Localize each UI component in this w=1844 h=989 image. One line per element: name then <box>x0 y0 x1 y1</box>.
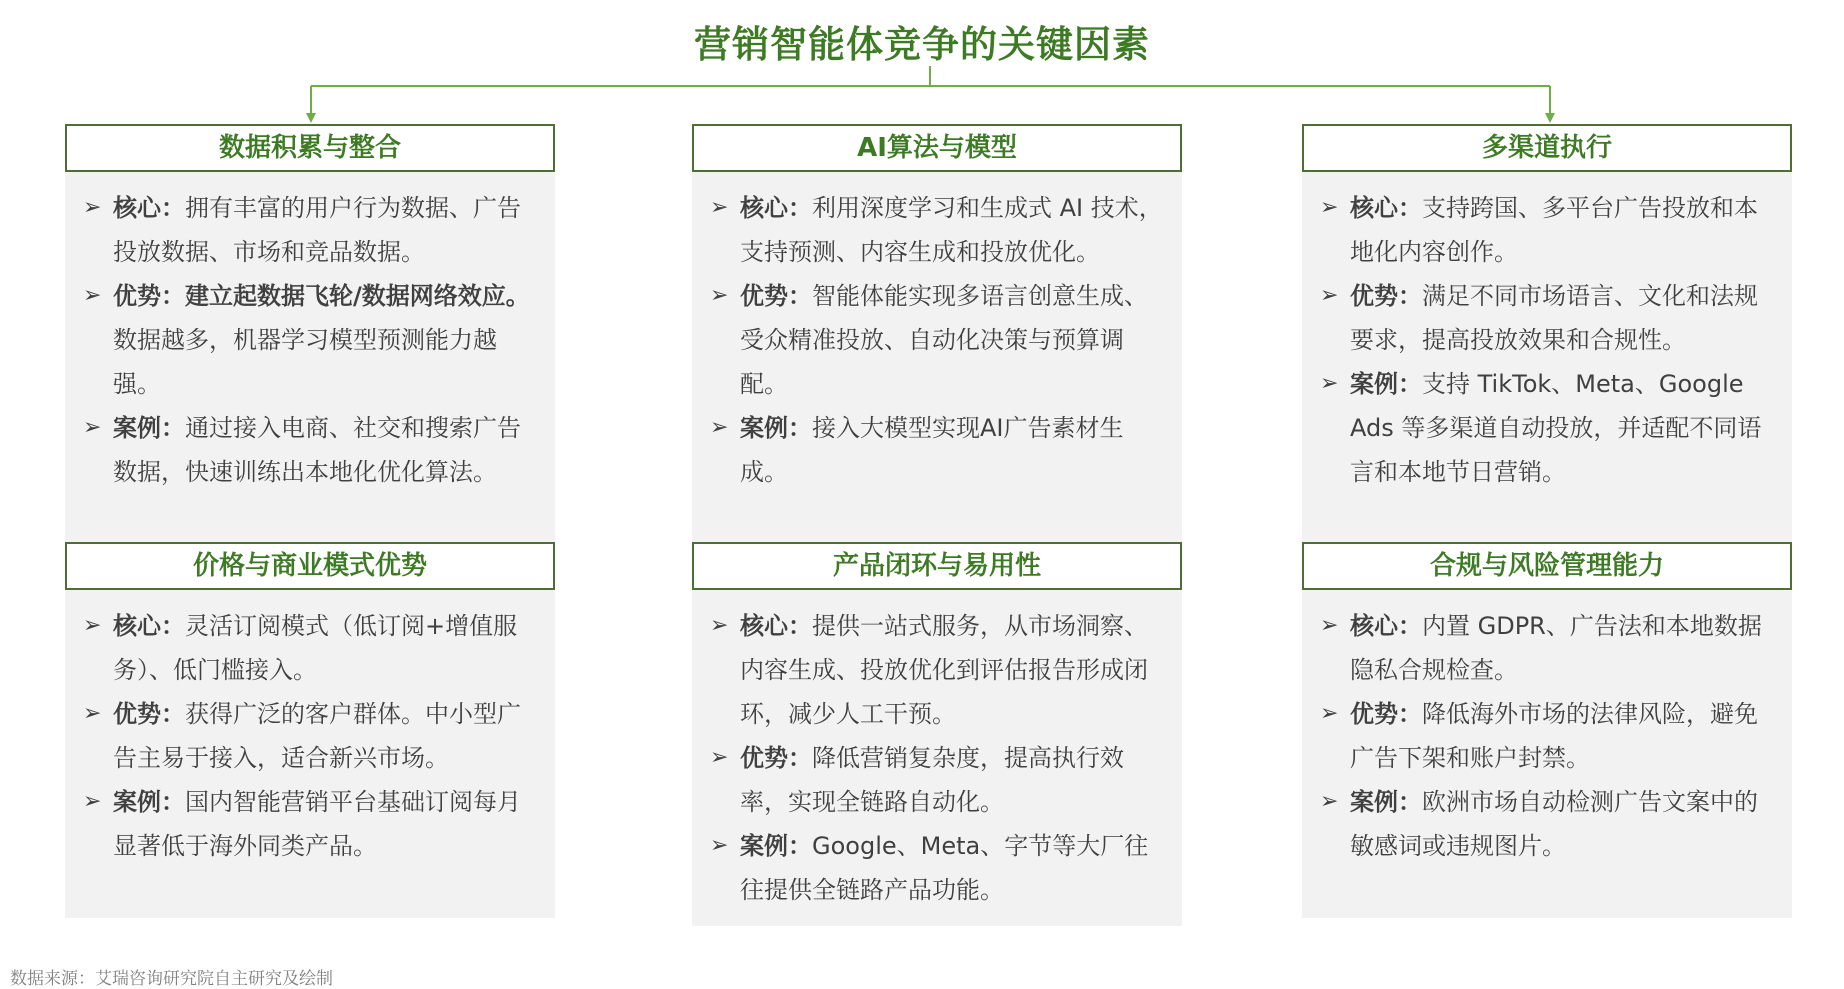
card-pricing-model <box>65 542 555 918</box>
item-text: 案例：国内智能营销平台基础订阅每月显著低于海外同类产品。 <box>113 788 521 860</box>
arrow-bullet-icon: ➢ <box>710 745 729 770</box>
list-item-advantage <box>1320 692 1774 780</box>
item-text: 优势：降低海外市场的法律风险，避免广告下架和账户封禁。 <box>1350 700 1758 772</box>
item-text: 优势：满足不同市场语言、文化和法规要求，提高投放效果和合规性。 <box>1350 282 1758 354</box>
item-text: 优势：降低营销复杂度，提高执行效率，实现全链路自动化。 <box>740 744 1124 816</box>
list-item-core <box>710 604 1164 736</box>
card-multichannel <box>1302 124 1792 550</box>
list-item-case <box>83 406 537 494</box>
item-text: 案例：接入大模型实现AI广告素材生成。 <box>740 414 1124 486</box>
card-title: 价格与商业模式优势 <box>65 542 555 590</box>
item-text: 案例：欧洲市场自动检测广告文案中的敏感词或违规图片。 <box>1350 788 1758 860</box>
card-title: AI算法与模型 <box>692 124 1182 172</box>
arrow-bullet-icon: ➢ <box>83 789 102 814</box>
arrow-bullet-icon: ➢ <box>83 415 102 440</box>
source-note: 数据来源：艾瑞咨询研究院自主研究及绘制 <box>10 969 333 989</box>
item-text: 优势：获得广泛的客户群体。中小型广告主易于接入，适合新兴市场。 <box>113 700 521 772</box>
card-body <box>692 172 1182 546</box>
arrow-bullet-icon: ➢ <box>710 415 729 440</box>
list-item-case <box>710 406 1164 494</box>
arrow-bullet-icon: ➢ <box>710 613 729 638</box>
card-body <box>1302 172 1792 550</box>
arrow-bullet-icon: ➢ <box>1320 789 1339 814</box>
card-body <box>692 590 1182 926</box>
list-item-case <box>1320 780 1774 868</box>
item-text: 核心：灵活订阅模式（低订阅+增值服务）、低门槛接入。 <box>113 612 518 684</box>
item-text: 优势：智能体能实现多语言创意生成、受众精准投放、自动化决策与预算调配。 <box>740 282 1148 398</box>
card-data-integration <box>65 124 555 546</box>
card-body <box>1302 590 1792 918</box>
arrow-bullet-icon: ➢ <box>710 283 729 308</box>
arrow-bullet-icon: ➢ <box>710 195 729 220</box>
list-item-advantage <box>710 274 1164 406</box>
list-item-advantage <box>1320 274 1774 362</box>
page-title: 营销智能体竞争的关键因素 <box>694 23 1150 66</box>
list-item-core <box>710 186 1164 274</box>
arrow-bullet-icon: ➢ <box>83 613 102 638</box>
item-text: 案例：Google、Meta、字节等大厂往往提供全链路产品功能。 <box>740 832 1149 904</box>
arrow-bullet-icon: ➢ <box>1320 613 1339 638</box>
list-item-case <box>710 824 1164 912</box>
arrow-bullet-icon: ➢ <box>83 195 102 220</box>
item-text: 核心：支持跨国、多平台广告投放和本地化内容创作。 <box>1350 194 1758 266</box>
card-ai-models <box>692 124 1182 546</box>
arrow-bullet-icon: ➢ <box>710 833 729 858</box>
arrow-bullet-icon: ➢ <box>1320 195 1339 220</box>
arrow-bullet-icon: ➢ <box>83 701 102 726</box>
arrow-bullet-icon: ➢ <box>83 283 102 308</box>
card-body <box>65 172 555 546</box>
list-item-advantage <box>83 274 537 406</box>
list-item-core <box>83 604 537 692</box>
item-text: 案例：支持 TikTok、Meta、Google Ads 等多渠道自动投放，并适配不同语言和本地节日营销。 <box>1350 370 1762 486</box>
list-item-case <box>83 780 537 868</box>
list-item-advantage <box>710 736 1164 824</box>
card-title: 多渠道执行 <box>1302 124 1792 172</box>
item-text: 核心：提供一站式服务，从市场洞察、内容生成、投放优化到评估报告形成闭环，减少人工干预。 <box>740 612 1148 728</box>
list-item-core <box>1320 604 1774 692</box>
item-text: 案例：通过接入电商、社交和搜索广告数据，快速训练出本地化优化算法。 <box>113 414 521 486</box>
item-text: 优势：建立起数据飞轮/数据网络效应。数据越多，机器学习模型预测能力越强。 <box>113 282 530 398</box>
arrow-bullet-icon: ➢ <box>1320 283 1339 308</box>
card-compliance <box>1302 542 1792 918</box>
list-item-case <box>1320 362 1774 494</box>
list-item-core <box>83 186 537 274</box>
arrow-bullet-icon: ➢ <box>1320 701 1339 726</box>
card-product-loop <box>692 542 1182 926</box>
item-text: 核心：内置 GDPR、广告法和本地数据隐私合规检查。 <box>1350 612 1762 684</box>
item-text: 核心：利用深度学习和生成式 AI 技术，支持预测、内容生成和投放优化。 <box>740 194 1163 266</box>
card-title: 合规与风险管理能力 <box>1302 542 1792 590</box>
list-item-core <box>1320 186 1774 274</box>
arrow-bullet-icon: ➢ <box>1320 371 1339 396</box>
list-item-advantage <box>83 692 537 780</box>
item-text: 核心：拥有丰富的用户行为数据、广告投放数据、市场和竞品数据。 <box>113 194 521 266</box>
card-body <box>65 590 555 918</box>
card-title: 数据积累与整合 <box>65 124 555 172</box>
card-title: 产品闭环与易用性 <box>692 542 1182 590</box>
